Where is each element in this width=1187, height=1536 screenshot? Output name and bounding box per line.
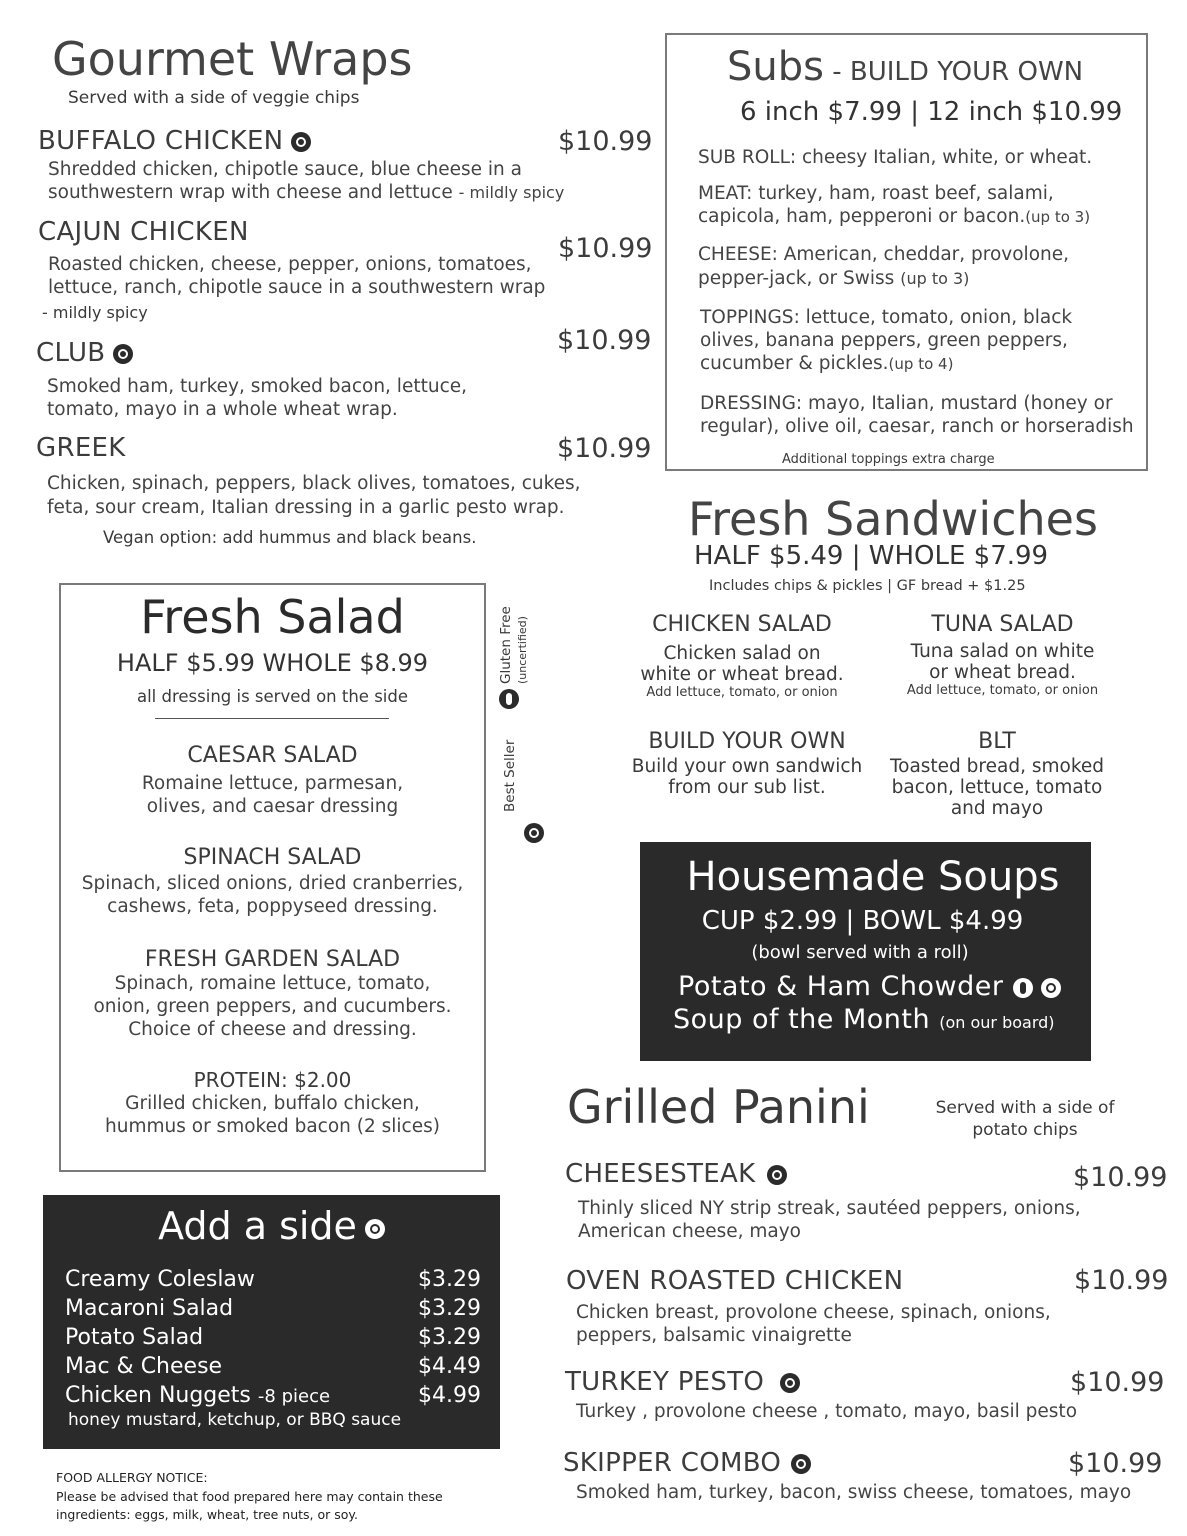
wrap-name-greek: GREEK — [36, 433, 126, 463]
sandwiches-note: Includes chips & pickles | GF bread + $1.25 — [709, 578, 1026, 594]
subs-toppings-3: cucumber & pickles.(up to 4) — [700, 353, 954, 374]
sandwich-blt: BLT Toasted bread, smoked bacon, lettuce, tomato and mayo — [889, 729, 1105, 819]
side-name: Mac & Cheese — [65, 1354, 223, 1379]
wrap-desc-buffalo-1: Shredded chicken, chipotle sauce, blue cheese in a — [48, 159, 522, 180]
panini-desc-cheesesteak-2: American cheese, mayo — [578, 1221, 801, 1242]
sandwiches-pricing: HALF $5.49 | WHOLE $7.99 — [694, 541, 1049, 571]
wrap-price-club: $10.99 — [557, 325, 652, 356]
sandwich-build-your-own: BUILD YOUR OWN Build your own sandwich from our sub list. — [631, 729, 863, 798]
panini-desc-turkey: Turkey , provolone cheese , tomato, mayo, basil pesto — [576, 1401, 1078, 1422]
sides-title: Add a side — [43, 1204, 500, 1248]
best-seller-icon — [524, 823, 544, 843]
side-price: $3.29 — [418, 1267, 481, 1292]
soups-title: Housemade Soups — [686, 854, 1060, 900]
wrap-name-buffalo: BUFFALO CHICKEN — [38, 126, 311, 156]
salad-pricing: HALF $5.99 WHOLE $8.99 — [116, 649, 429, 677]
wrap-vegan-note: Vegan option: add hummus and black beans. — [103, 528, 477, 547]
sides-prices — [418, 1265, 481, 1410]
panini-desc-skipper: Smoked ham, turkey, bacon, swiss cheese, tomatoes, mayo — [576, 1482, 1132, 1503]
sides-nuggets-note: honey mustard, ketchup, or BBQ sauce — [68, 1410, 402, 1430]
wraps-subtitle: Served with a side of veggie chips — [68, 88, 360, 108]
subs-toppings-1: TOPPINGS: lettuce, tomato, onion, black — [700, 307, 1073, 328]
soups-pricing: CUP $2.99 | BOWL $4.99 — [701, 906, 1024, 936]
wrap-desc-greek-1: Chicken, spinach, peppers, black olives, tomatoes, cukes, — [47, 473, 581, 494]
best-seller-icon — [791, 1454, 811, 1474]
salad-title: Fresh Salad — [140, 590, 405, 644]
wrap-desc-greek-2: feta, sour cream, Italian dressing in a garlic pesto wrap. — [47, 497, 565, 518]
allergy-notice: FOOD ALLERGY NOTICE: Please be advised that food prepared here may contain these ingredients: eggs, milk, wheat, tree nuts, or soy. — [56, 1470, 443, 1522]
subs-meat-2: capicola, ham, pepperoni or bacon.(up to 3) — [698, 206, 1091, 227]
wrap-desc-cajun-1: Roasted chicken, cheese, pepper, onions, tomatoes, — [48, 254, 532, 275]
salad-divider — [155, 718, 389, 719]
soups-note: (bowl served with a roll) — [751, 942, 969, 963]
salad-caesar: CAESAR SALAD Romaine lettuce, parmesan, olives, and caesar dressing — [141, 743, 404, 817]
panini-title: Grilled Panini — [567, 1080, 870, 1134]
salad-spinach: SPINACH SALAD Spinach, sliced onions, dried cranberries, cashews, feta, poppyseed dressing. — [81, 845, 464, 917]
panini-price-cheesesteak: $10.99 — [1073, 1162, 1168, 1193]
side-price: $4.99 — [418, 1383, 481, 1408]
subs-meat-1: MEAT: turkey, ham, roast beef, salami, — [698, 183, 1054, 204]
wrap-desc-club-2: tomato, mayo in a whole wheat wrap. — [47, 399, 398, 420]
side-price: $3.29 — [418, 1325, 481, 1350]
soup-item-chowder: Potato & Ham Chowder — [678, 971, 1061, 1002]
panini-price-skipper: $10.99 — [1068, 1448, 1163, 1479]
panini-desc-chicken-2: peppers, balsamic vinaigrette — [576, 1325, 852, 1346]
subs-dressing-2: regular), olive oil, caesar, ranch or horseradish — [700, 416, 1134, 437]
wrap-desc-buffalo-2: southwestern wrap with cheese and lettuce - mildly spicy — [48, 182, 565, 203]
wrap-name-cajun: CAJUN CHICKEN — [38, 217, 249, 247]
wrap-price-buffalo: $10.99 — [558, 126, 653, 157]
best-seller-icon — [780, 1373, 800, 1393]
subs-footer: Additional toppings extra charge — [782, 452, 995, 467]
salad-protein: PROTEIN: $2.00 Grilled chicken, buffalo chicken, hummus or smoked bacon (2 slices) — [105, 1068, 440, 1137]
subs-pricing: 6 inch $7.99 | 12 inch $10.99 — [740, 97, 1123, 127]
sandwiches-title: Fresh Sandwiches — [688, 492, 1098, 546]
subs-toppings-2: olives, banana peppers, green peppers, — [700, 330, 1068, 351]
panini-price-turkey: $10.99 — [1070, 1367, 1165, 1398]
side-name: Creamy Coleslaw — [65, 1267, 255, 1292]
panini-name-cheesesteak: CHEESESTEAK — [565, 1159, 787, 1189]
panini-name-skipper: SKIPPER COMBO — [563, 1448, 811, 1478]
panini-name-turkey: TURKEY PESTO — [565, 1367, 800, 1397]
best-seller-icon — [113, 344, 133, 364]
best-seller-icon — [365, 1219, 385, 1239]
panini-desc-chicken-1: Chicken breast, provolone cheese, spinach, onions, — [576, 1302, 1051, 1323]
best-seller-icon — [1041, 978, 1061, 998]
side-price: $3.29 — [418, 1296, 481, 1321]
wrap-note-cajun: - mildly spicy — [42, 303, 148, 322]
wraps-title: Gourmet Wraps — [52, 32, 413, 86]
panini-price-chicken: $10.99 — [1074, 1265, 1169, 1296]
side-name: Macaroni Salad — [65, 1296, 234, 1321]
subs-title: Subs - BUILD YOUR OWN — [727, 44, 1084, 90]
best-seller-icon — [291, 132, 311, 152]
sides-names — [65, 1265, 330, 1411]
salad-note: all dressing is served on the side — [136, 687, 409, 706]
subs-cheese-1: CHEESE: American, cheddar, provolone, — [698, 244, 1069, 265]
subs-cheese-2: pepper-jack, or Swiss (up to 3) — [698, 268, 970, 289]
best-seller-icon — [767, 1165, 787, 1185]
panini-desc-cheesesteak-1: Thinly sliced NY strip streak, sautéed peppers, onions, — [578, 1198, 1081, 1219]
wrap-desc-club-1: Smoked ham, turkey, smoked bacon, lettuce, — [47, 376, 467, 397]
legend-gluten-free-sub: (uncertified) — [516, 616, 529, 684]
gluten-free-icon — [499, 689, 519, 709]
salad-garden: FRESH GARDEN SALAD Spinach, romaine lettuce, tomato, onion, green peppers, and cucumbers. Choice of cheese and dressing. — [93, 947, 452, 1040]
wrap-desc-cajun-2: lettuce, ranch, chipotle sauce in a southwestern wrap — [48, 277, 546, 298]
gluten-free-icon — [1013, 978, 1033, 998]
side-name: Potato Salad — [65, 1325, 204, 1350]
legend-best-seller: Best Seller — [502, 739, 518, 812]
side-price: $4.49 — [418, 1354, 481, 1379]
sandwich-tuna-salad: TUNA SALAD Tuna salad on white or wheat bread. Add lettuce, tomato, or onion — [906, 612, 1099, 698]
wrap-price-greek: $10.99 — [557, 433, 652, 464]
panini-subtitle: Served with a side of potato chips — [935, 1098, 1115, 1140]
side-name: Chicken Nuggets -8 piece — [65, 1383, 331, 1408]
sandwich-chicken-salad: CHICKEN SALAD Chicken salad on white or wheat bread. Add lettuce, tomato, or onion — [640, 612, 844, 700]
panini-name-chicken: OVEN ROASTED CHICKEN — [566, 1266, 904, 1296]
wrap-name-club: CLUB — [36, 338, 133, 368]
subs-dressing-1: DRESSING: mayo, Italian, mustard (honey or — [700, 393, 1113, 414]
legend-gluten-free: Gluten Free — [498, 606, 514, 684]
wrap-price-cajun: $10.99 — [558, 233, 653, 264]
soup-item-month: Soup of the Month (on our board) — [673, 1004, 1055, 1035]
subs-roll: SUB ROLL: cheesy Italian, white, or wheat. — [698, 147, 1093, 168]
